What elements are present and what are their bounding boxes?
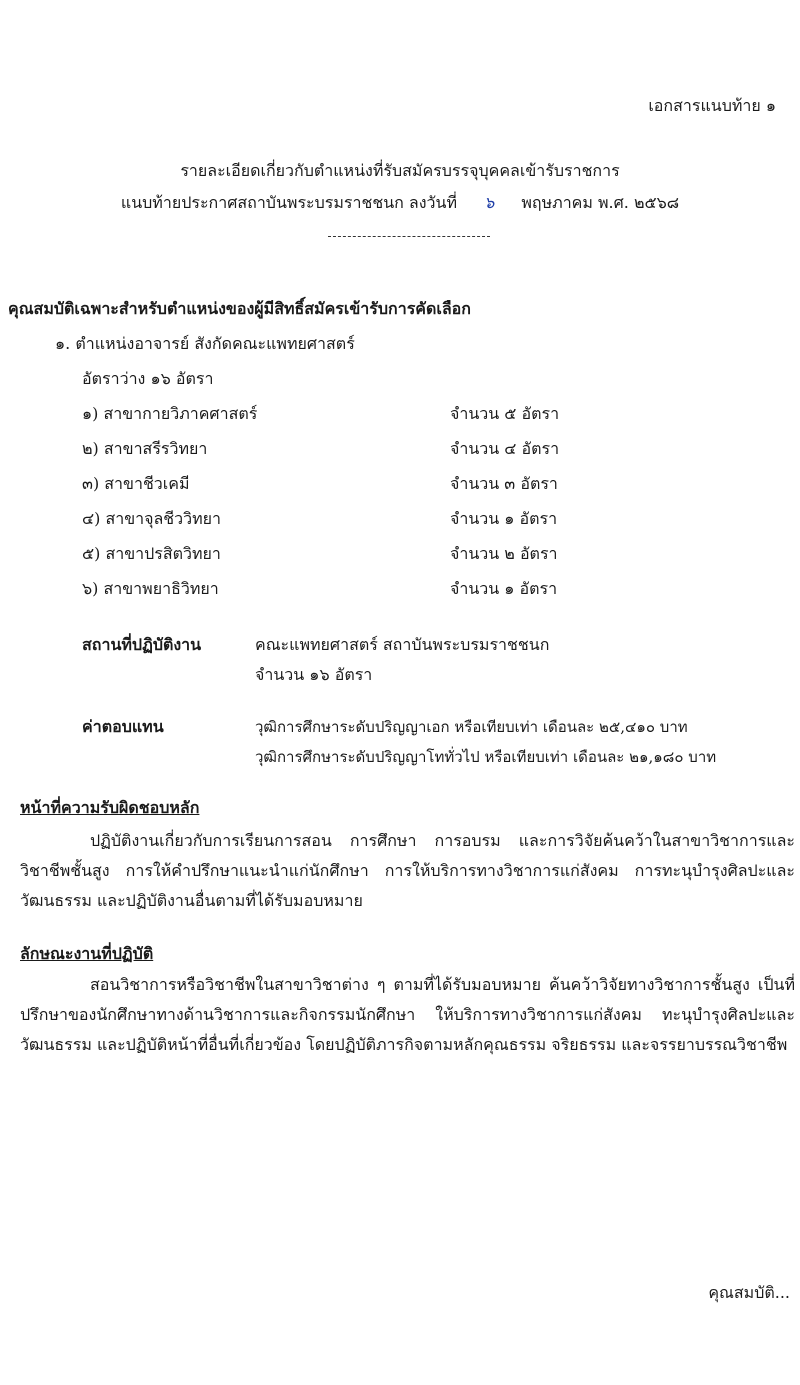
duties-heading: หน้าที่ความรับผิดชอบหลัก: [20, 798, 200, 817]
title-divider: [328, 236, 490, 237]
field-count: จำนวน ๒ อัตรา: [450, 544, 558, 563]
workplace-value: คณะแพทยศาสตร์ สถาบันพระบรมราชชนก: [255, 635, 550, 654]
duties-paragraph: ปฏิบัติงานเกี่ยวกับการเรียนการสอน การศึกษา การอบรม และการวิจัยค้นคว้าในสาขาวิชาการและวิชาชีพชั้นสูง การให้คำปรึกษาแนะนำแก่นักศึกษา การให้บริการทางวิชาการแก่สังคม การทะนุบำรุงศิลปะและวัฒนธรรม และปฏิบัติงานอื่นตามที่ได้รับมอบหมาย: [20, 831, 795, 910]
attachment-label: เอกสารแนบท้าย ๑: [648, 96, 776, 115]
document-title-line2: [0, 192, 800, 214]
qualifications-heading: คุณสมบัติเฉพาะสำหรับตำแหน่งของผู้มีสิทธิ์สมัครเข้ารับการคัดเลือก: [8, 299, 471, 318]
salary-label: ค่าตอบแทน: [82, 717, 164, 736]
continued-label: คุณสมบัติ...: [708, 1283, 790, 1302]
work-paragraph: สอนวิชาการหรือวิชาชีพในสาขาวิชาต่าง ๆ ตามที่ได้รับมอบหมาย ค้นคว้าวิจัยทางวิชาการชั้นสูง เป็นที่ปรึกษาของนักศึกษาทางด้านวิชาการและกิจกรรมนักศึกษา ให้บริการทางวิชาการแก่สังคม ทะนุบำรุงศิลปะและวัฒนธรรม และปฏิบัติหน้าที่อื่นที่เกี่ยวข้อง โดยปฏิบัติภารกิจตามหลักคุณธรรม จริยธรรม และจรรยาบรรณวิชาชีพ: [20, 975, 795, 1054]
field-name: ๒) สาขาสรีรวิทยา: [82, 439, 208, 458]
field-name: ๖) สาขาพยาธิวิทยา: [82, 579, 219, 598]
document-title-line1: รายละเอียดเกี่ยวกับตำแหน่งที่รับสมัครบรรจุบุคคลเข้ารับราชการ: [180, 161, 620, 180]
field-count: จำนวน ๕ อัตรา: [450, 404, 560, 423]
position-title: ๑. ตำแหน่งอาจารย์ สังกัดคณะแพทยศาสตร์: [55, 334, 355, 353]
field-count: จำนวน ๑ อัตรา: [450, 579, 558, 598]
handwritten-day: ๖: [484, 193, 495, 212]
field-name: ๔) สาขาจุลชีววิทยา: [82, 509, 222, 528]
field-count: จำนวน ๑ อัตรา: [450, 509, 558, 528]
salary-masters: วุฒิการศึกษาระดับปริญญาโททั่วไป หรือเทียบเท่า เดือนละ ๒๑,๑๘๐ บาท: [255, 748, 717, 766]
workplace-label: สถานที่ปฏิบัติงาน: [82, 635, 202, 654]
workplace-count: จำนวน ๑๖ อัตรา: [255, 665, 373, 684]
work-heading: ลักษณะงานที่ปฏิบัติ: [20, 944, 154, 963]
field-name: ๕) สาขาปรสิตวิทยา: [82, 544, 221, 563]
field-count: จำนวน ๓ อัตรา: [450, 474, 558, 493]
field-name: ๓) สาขาชีวเคมี: [82, 474, 190, 493]
salary-doctorate: วุฒิการศึกษาระดับปริญญาเอก หรือเทียบเท่า เดือนละ ๒๕,๔๑๐ บาท: [255, 718, 688, 736]
vacancies-total: อัตราว่าง ๑๖ อัตรา: [82, 369, 214, 388]
title-suffix: พฤษภาคม พ.ศ. ๒๕๖๘: [521, 193, 680, 212]
title-prefix: แนบท้ายประกาศสถาบันพระบรมราชชนก ลงวันที่: [120, 193, 458, 212]
field-count: จำนวน ๔ อัตรา: [450, 439, 560, 458]
field-name: ๑) สาขากายวิภาคศาสตร์: [82, 404, 258, 423]
